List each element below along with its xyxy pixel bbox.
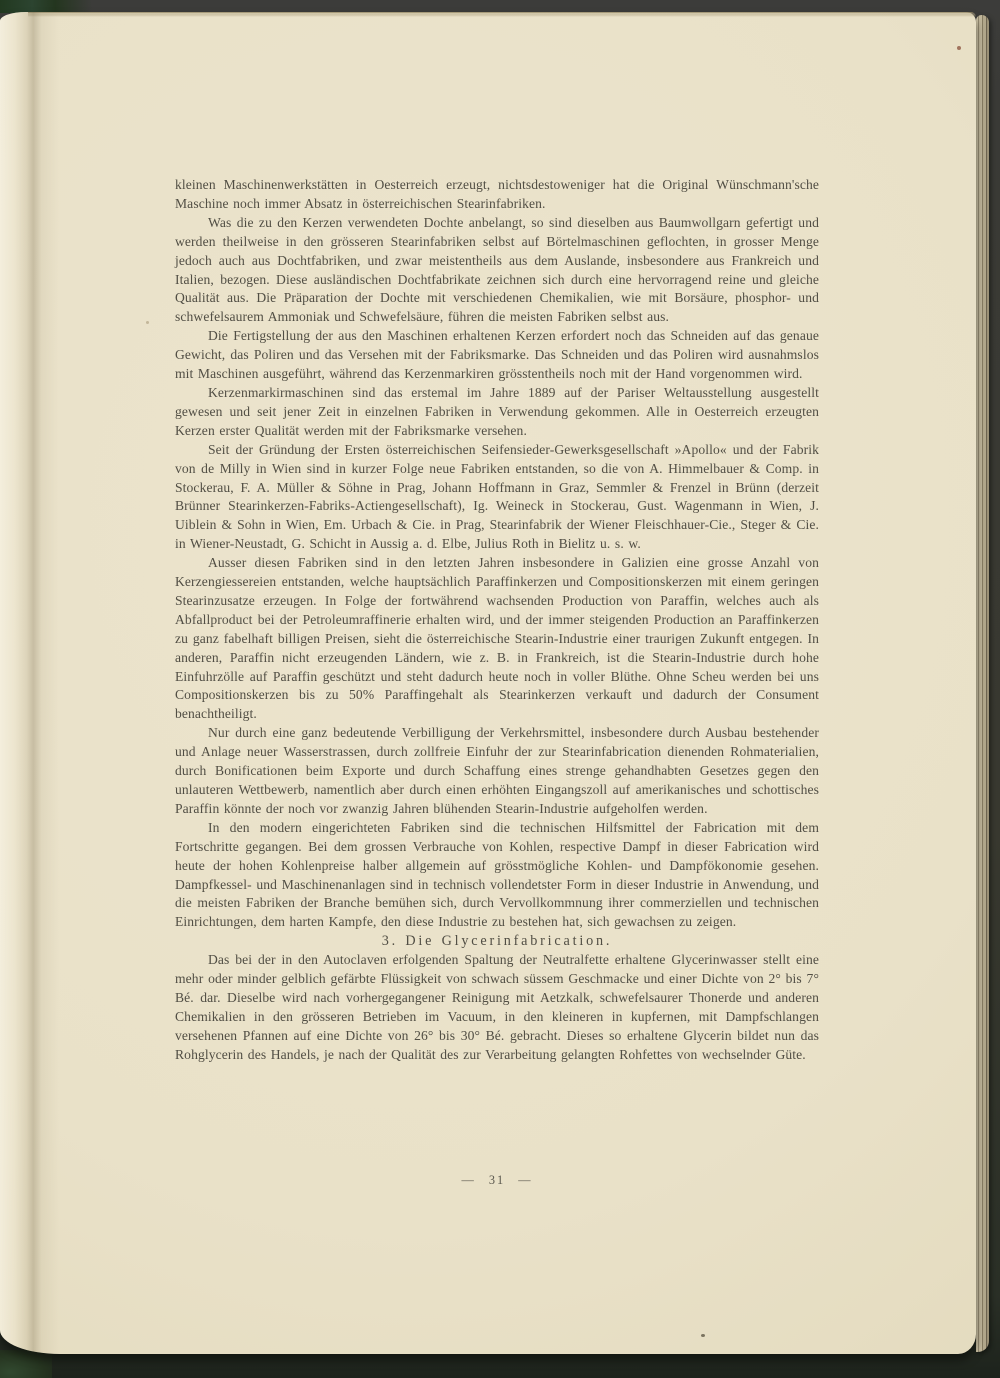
page-text-block <box>175 176 819 1065</box>
binding-cloth-bottom-left <box>0 1350 52 1378</box>
body-paragraph: Das bei der in den Autoclaven erfolgenden Spaltung der Neutralfette erhaltene Glycerinwasser stellt eine mehr oder minder gelblich gefärbte Flüssigkeit von schwach süssem Geschmacke und einer Dichte von 2° bis 7° Bé. dar. Dieselbe wird nach vorhergegangener Reinigung mit Aetzkalk, schwefelsaurer Thonerde und anderen Chemikalien in den grösseren Betrieben im Vacuum, in den kleineren in kupfernen, mit Dampfschlangen versehenen Pfannen auf eine Dichte von 26° bis 30° Bé. gebracht. Dieses so erhaltene Glycerin bildet nun das Rohglycerin des Handels, je nach der Qualität des zur Verarbeitung gelangten Rohfettes von wechselnder Güte. <box>175 952 819 1062</box>
section-heading: 3. Die Glycerinfabrication. <box>381 933 613 950</box>
body-paragraph: Nur durch eine ganz bedeutende Verbilligung der Verkehrsmittel, insbesondere durch Ausbau bestehender und Anlage neuer Wasserstrassen, durch zollfreie Einfuhr der zur Stearinfabrication dienenden Rohmaterialien, durch Bonificationen beim Exporte und durch Schaffung eines strenge gehandhabten Gesetzes gegen den unlauteren Wettbewerb, namentlich aber durch einen erhöhten Eingangszoll auf amerikanisches und schottisches Paraffin könnte der noch vor zwanzig Jahren blühenden Stearin-Industrie aufgeholfen werden. <box>175 725 819 816</box>
gutter-shadow <box>0 12 74 1354</box>
body-paragraph: Seit der Gründung der Ersten österreichischen Seifensieder-Gewerksgesellschaft »Apollo« und der Fabrik von de Milly in Wien sind in kurzer Folge neue Fabriken entstanden, so die von A. Himmelbauer & Comp. in Stockerau, F. A. Müller & Söhne in Prag, Johann Hoffmann in Graz, Semmler & Frenzel in Brünn (derzeit Brünner Stearinkerzen-Fabriks-Actiengesellschaft), Ig. Weineck in Stockerau, Gust. Wagenmann in Wien, J. Uiblein & Sohn in Wien, Em. Urbach & Cie. in Prag, Stearinfabrik der Wiener Fleischhauer-Cie., Steger & Cie. in Wiener-Neustadt, G. Schicht in Aussig a. d. Elbe, Julius Roth in Bielitz u. s. w. <box>175 441 819 552</box>
body-paragraph: Die Fertigstellung der aus den Maschinen erhaltenen Kerzen erfordert noch das Schneiden auf das genaue Gewicht, das Poliren und das Versehen mit der Fabriksmarke. Das Schneiden und das Poliren wird ausnahmslos mit Maschinen ausgeführt, während das Kerzenmarkiren grösstentheils noch mit der Hand vorgenommen wird. <box>175 328 819 382</box>
page-edge-stack <box>976 15 989 1352</box>
paper-speck <box>146 321 149 324</box>
paper-speck <box>701 1334 705 1337</box>
body-paragraph: Was die zu den Kerzen verwendeten Dochte anbelangt, so sind dieselben aus Baumwollgarn gefertigt und werden theilweise in den grösseren Stearinfabriken selbst auf Börtelmaschinen geflochten, in grosser Menge jedoch auch aus Dochtfabriken, und zwar meistentheils aus dem Auslande, insbesondere aus Frankreich und Italien, bezogen. Diese ausländischen Dochtfabrikate zeichnen sich durch eine hervorragend reine und gleiche Qualität aus. Die Präparation der Dochte mit verschiedenen Chemikalien, wie mit Borsäure, phosphor- und schwefelsaurem Ammoniak und Schwefelsäure, führen die meisten Fabriken selbst aus. <box>175 214 819 325</box>
body-paragraph: Kerzenmarkirmaschinen sind das erstemal im Jahre 1889 auf der Pariser Weltausstellung ausgestellt gewesen und seit jener Zeit in einzelnen Fabriken in Verwendung gekommen. Alle in Oesterreich erzeugten Kerzen erster Qualität werden mit der Fabriksmarke versehen. <box>175 384 819 438</box>
book-page <box>0 12 976 1354</box>
body-paragraph: Ausser diesen Fabriken sind in den letzten Jahren insbesondere in Galizien eine grosse Anzahl von Kerzengiessereien entstanden, welche hauptsächlich Paraffinkerzen und Compositionskerzen mit einem geringen Stearinzusatze erzeugen. In Folge der fortwährend wachsenden Production von Paraffin, welches auch als Abfallproduct bei der Petroleumraffinerie erhalten wird, und der immer steigenden Production an Paraffinkerzen zu ganz fabelhaft billigen Preisen, sieht die österreichische Stearin-Industrie einer traurigen Zukunft entgegen. In anderen, Paraffin nicht erzeugenden Ländern, wie z. B. in Frankreich, ist die Stearin-Industrie durch hohe Einfuhrzölle auf Paraffin geschützt und steht dadurch heute noch in voller Blüthe. Ohne Scheu werden bei uns Compositionskerzen bis zu 50% Paraffingehalt als Stearinkerzen verkauft und dadurch der Consument benachtheiligt. <box>175 555 819 722</box>
page-top-edge <box>28 12 976 17</box>
paper-speck <box>957 46 961 50</box>
page-number: — 31 — <box>461 1173 533 1187</box>
body-paragraph: In den modern eingerichteten Fabriken sind die technischen Hilfsmittel der Fabrication mit dem Fortschritte gegangen. Bei dem grossen Verbrauche von Kohlen, respective Dampf in dieser Fabrication wird heute der hohen Kohlenpreise halber allgemein auf grösstmögliche Kohlen- und Dampfökonomie gesehen. Dampfkessel- und Maschinenanlagen sind in technisch vollendetster Form in dieser Industrie in Anwendung, und die meisten Fabriken der Branche bemühen sich, durch Vervollkommnung ihrer commerziellen und technischen Einrichtungen, dem harten Kampfe, den diese Industrie zu bestehen hat, sich gewachsen zu zeigen. <box>175 819 819 930</box>
body-paragraph: kleinen Maschinenwerkstätten in Oesterreich erzeugt, nichtsdestoweniger hat die Original Wünschmann'sche Maschine noch immer Absatz in österreichischen Stearinfabriken. <box>175 177 819 211</box>
